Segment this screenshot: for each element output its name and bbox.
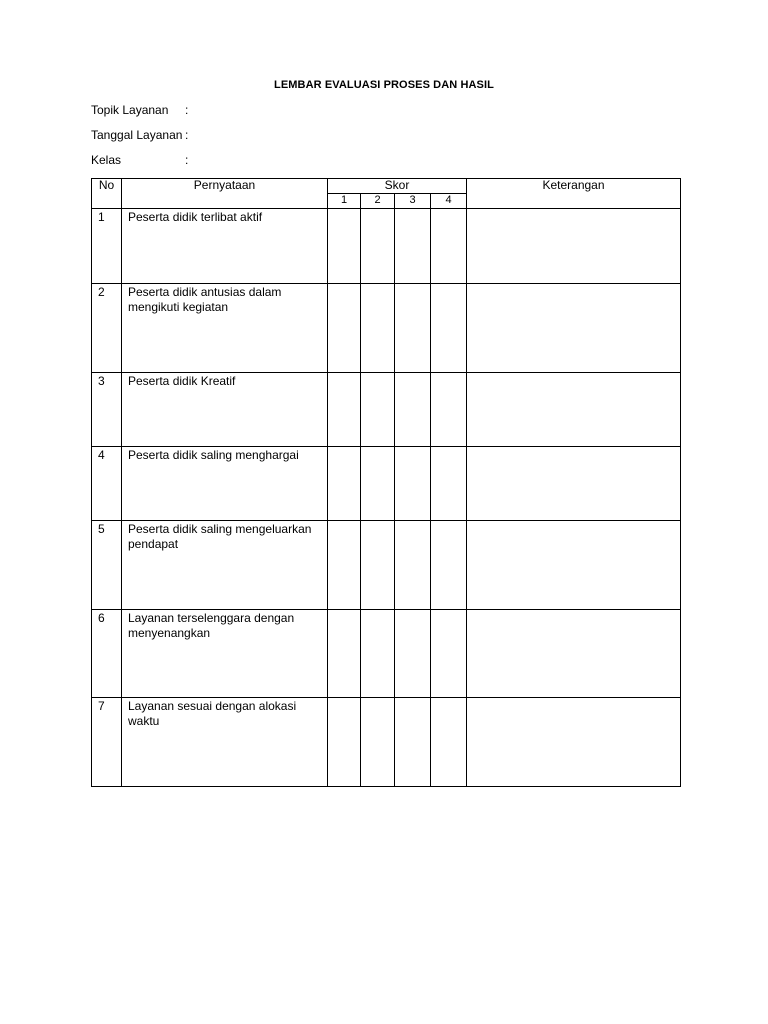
notes-cell[interactable] [467, 610, 681, 698]
table-row [92, 447, 681, 521]
notes-cell[interactable] [467, 447, 681, 521]
score-cell[interactable] [361, 209, 395, 284]
table-row [92, 698, 681, 787]
score-cell[interactable] [361, 610, 395, 698]
header-score-level: 2 [361, 194, 395, 209]
row-statement: Layanan sesuai dengan alokasi waktu [122, 698, 328, 787]
score-cell[interactable] [361, 521, 395, 610]
score-cell[interactable] [431, 373, 467, 447]
score-cell[interactable] [328, 284, 361, 373]
score-cell[interactable] [431, 521, 467, 610]
table-row [92, 284, 681, 373]
row-number: 3 [92, 373, 122, 447]
row-number: 6 [92, 610, 122, 698]
row-statement: Peserta didik Kreatif [122, 373, 328, 447]
row-number: 4 [92, 447, 122, 521]
score-cell[interactable] [361, 284, 395, 373]
notes-cell[interactable] [467, 521, 681, 610]
notes-cell[interactable] [467, 373, 681, 447]
notes-cell[interactable] [467, 698, 681, 787]
header-no: No [92, 179, 122, 209]
score-cell[interactable] [328, 698, 361, 787]
score-cell[interactable] [395, 610, 431, 698]
field-colon: : [185, 103, 189, 117]
row-statement: Peserta didik saling mengeluarkan pendapat [122, 521, 328, 610]
header-notes: Keterangan [467, 179, 681, 209]
table-row [92, 209, 681, 284]
row-statement: Peserta didik saling menghargai [122, 447, 328, 521]
row-number: 2 [92, 284, 122, 373]
score-cell[interactable] [395, 698, 431, 787]
evaluation-table [91, 178, 681, 787]
field-label: Tanggal Layanan [91, 128, 183, 142]
score-cell[interactable] [395, 209, 431, 284]
header-score-level: 1 [328, 194, 361, 209]
score-cell[interactable] [361, 373, 395, 447]
score-cell[interactable] [328, 209, 361, 284]
score-cell[interactable] [361, 698, 395, 787]
row-number: 5 [92, 521, 122, 610]
score-cell[interactable] [328, 373, 361, 447]
header-score: Skor [328, 179, 467, 194]
score-cell[interactable] [431, 284, 467, 373]
field-colon: : [185, 153, 189, 167]
score-cell[interactable] [395, 521, 431, 610]
score-cell[interactable] [395, 447, 431, 521]
score-cell[interactable] [328, 447, 361, 521]
score-cell[interactable] [431, 698, 467, 787]
header-score-level: 3 [395, 194, 431, 209]
score-cell[interactable] [361, 447, 395, 521]
field-colon: : [185, 128, 189, 142]
field-label: Kelas [91, 153, 122, 167]
document-title: LEMBAR EVALUASI PROSES DAN HASIL [274, 79, 494, 91]
score-cell[interactable] [395, 284, 431, 373]
table-row [92, 610, 681, 698]
row-number: 7 [92, 698, 122, 787]
header-score-level: 4 [431, 194, 467, 209]
table-row [92, 521, 681, 610]
row-statement: Peserta didik terlibat aktif [122, 209, 328, 284]
notes-cell[interactable] [467, 284, 681, 373]
header-statement: Pernyataan [122, 179, 328, 209]
score-cell[interactable] [431, 610, 467, 698]
row-statement: Layanan terselenggara dengan menyenangkan [122, 610, 328, 698]
score-cell[interactable] [431, 209, 467, 284]
table-row [92, 373, 681, 447]
score-cell[interactable] [431, 447, 467, 521]
row-statement: Peserta didik antusias dalam mengikuti kegiatan [122, 284, 328, 373]
field-label: Topik Layanan [91, 103, 169, 117]
notes-cell[interactable] [467, 209, 681, 284]
score-cell[interactable] [328, 521, 361, 610]
score-cell[interactable] [328, 610, 361, 698]
row-number: 1 [92, 209, 122, 284]
score-cell[interactable] [395, 373, 431, 447]
